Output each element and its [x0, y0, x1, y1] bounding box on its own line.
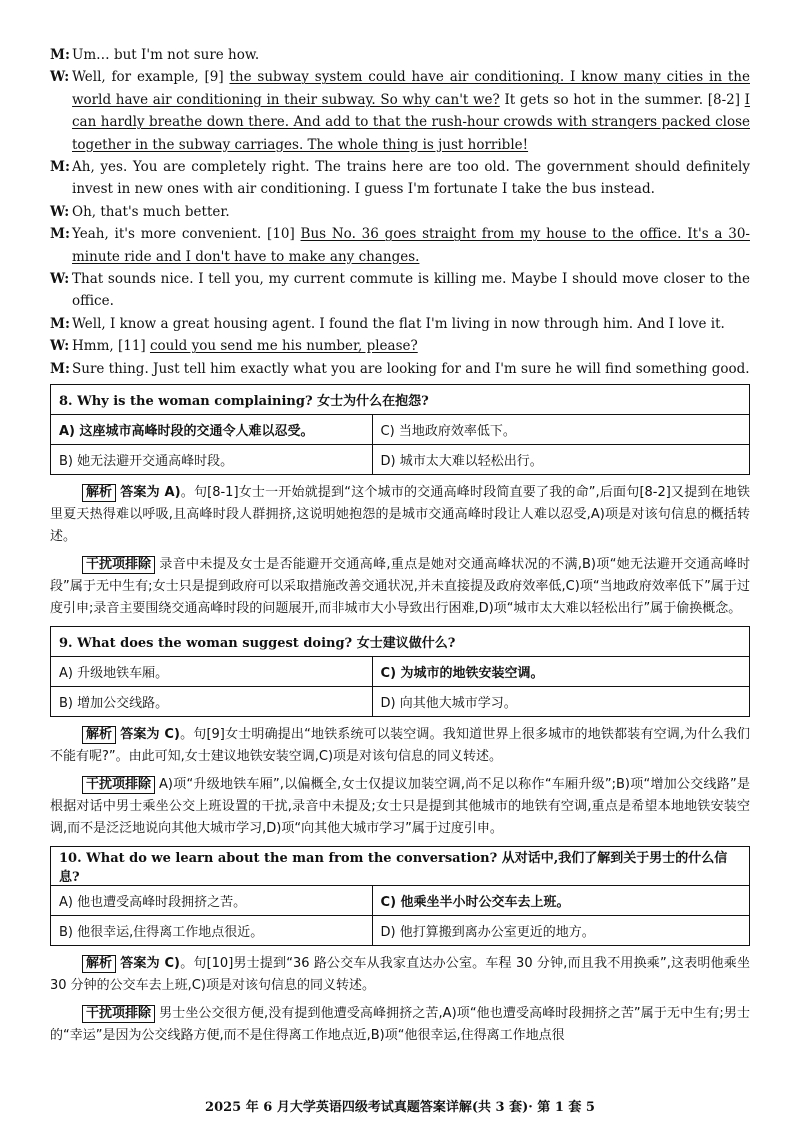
option-a: A) 这座城市高峰时段的交通令人难以忍受。 [51, 415, 373, 445]
dialogue-segment: Um… but I'm not sure how. [72, 47, 260, 63]
dialogue-text [72, 66, 750, 156]
speaker-label: W: [50, 203, 70, 220]
dialogue-segment: Well, I know a great housing agent. I found the flat I'm living in now through him. And I love it. [72, 315, 725, 332]
question-table [50, 626, 750, 717]
answer-text: 答案为 C) [120, 727, 180, 743]
speaker-label: M: [50, 226, 70, 243]
dialogue-segment: Oh, that's much better. [72, 203, 230, 220]
dialogue-line [50, 268, 750, 313]
dialogue-text [72, 313, 750, 335]
question-title: 10. What do we learn about the man from the conversation? 从对话中,我们了解到关于男士的什么信息? [51, 847, 750, 886]
speaker-label: M: [50, 360, 70, 377]
option-b: B) 她无法避开交通高峰时段。 [51, 445, 373, 475]
dialogue-segment: Hmm, [11] [72, 338, 150, 355]
distractor-text: A)项“升级地铁车厢”,以偏概全,女士仅提议加装空调,尚不足以称作“车厢升级”;B)项“增加公交线路”是根据对话中男士乘坐公交上班设置的干扰,录音中未提及;女士只是提到其他城市的地铁有空调,重点是希望本地地铁安装空调,而不是泛泛地说向其他大城市学习,D)项“向其他大城市学习”属于过度引申。 [50, 777, 750, 837]
option-a: A) 他也遭受高峰时段拥挤之苦。 [51, 886, 373, 916]
dialogue-line [50, 44, 750, 66]
analysis-paragraph [50, 953, 750, 997]
dialogue-line [50, 66, 750, 156]
dialogue-line [50, 335, 750, 357]
page-footer: 2025 年 6 月大学英语四级考试真题答案详解(共 3 套)· 第 1 套 5 [205, 1100, 595, 1115]
question-table [50, 384, 750, 475]
underlined-key-sentence: the subway system could have air conditioning. I know many cities in the world have air conditioning in their subway. So why can't we? [72, 69, 750, 108]
analysis-label: 解析 [82, 955, 116, 973]
speaker-label: W: [50, 338, 70, 355]
dialogue-line [50, 313, 750, 335]
distractor-paragraph [50, 554, 750, 620]
dialogue-segment: Well, for example, [9] [72, 69, 230, 86]
dialogue-segment: Sure thing. Just tell him exactly what you are looking for and I'm sure he will find something good. [72, 360, 750, 377]
distractor-paragraph [50, 774, 750, 840]
dialogue-transcript [50, 44, 750, 380]
distractor-label: 干扰项排除 [82, 776, 155, 794]
speaker-label: W: [50, 271, 70, 288]
dialogue-text [72, 201, 750, 223]
analysis-paragraph [50, 482, 750, 548]
dialogue-text [72, 223, 750, 268]
analysis-label: 解析 [82, 726, 116, 744]
speaker-label: M: [50, 47, 70, 63]
speaker-label: W: [50, 69, 70, 86]
option-b: B) 他很幸运,住得离工作地点很近。 [51, 916, 373, 946]
option-d: D) 他打算搬到离办公室更近的地方。 [372, 916, 749, 946]
dialogue-line [50, 156, 750, 201]
option-c: C) 当地政府效率低下。 [372, 415, 749, 445]
analysis-paragraph [50, 724, 750, 768]
distractor-label: 干扰项排除 [82, 1005, 155, 1023]
dialogue-segment: It gets so hot in the summer. [8-2] [499, 91, 745, 108]
dialogue-text [72, 268, 750, 313]
option-b: B) 增加公交线路。 [51, 687, 373, 717]
questions-section [50, 384, 750, 1047]
dialogue-segment: Yeah, it's more convenient. [10] [72, 226, 301, 243]
underlined-key-sentence: Bus No. 36 goes straight from my house to the office. It's a 30-minute ride and I don't have to make any changes. [72, 226, 750, 265]
distractor-text: 男士坐公交很方便,没有提到他遭受高峰拥挤之苦,A)项“他也遭受高峰时段拥挤之苦”属于无中生有;男士的“幸运”是因为公交线路方便,而不是住得离工作地点近,B)项“他很幸运,住得离工作地点很 [50, 1006, 750, 1044]
dialogue-text [72, 156, 750, 201]
dialogue-text [72, 335, 750, 357]
dialogue-text [72, 44, 750, 66]
question-title: 8. Why is the woman complaining? 女士为什么在抱怨? [51, 385, 750, 415]
option-c: C) 为城市的地铁安装空调。 [372, 657, 749, 687]
speaker-label: M: [50, 315, 70, 332]
question-title: 9. What does the woman suggest doing? 女士建议做什么? [51, 627, 750, 657]
dialogue-segment: Ah, yes. You are completely right. The trains here are too old. The government should definitely invest in new ones with air conditioning. I guess I'm fortunate I take the bus instead. [72, 159, 750, 198]
answer-text: 答案为 C) [120, 956, 180, 972]
option-d: D) 向其他大城市学习。 [372, 687, 749, 717]
distractor-paragraph [50, 1003, 750, 1047]
answer-text: 答案为 A) [120, 485, 181, 501]
question-table [50, 846, 750, 946]
dialogue-line [50, 223, 750, 268]
analysis-label: 解析 [82, 484, 116, 502]
option-d: D) 城市太大难以轻松出行。 [372, 445, 749, 475]
analysis-text: 。句[10]男士提到“36 路公交车从我家直达办公室。车程 30 分钟,而且我不用换乘”,这表明他乘坐 30 分钟的公交车去上班,C)项是对该句信息的同义转述。 [50, 956, 750, 994]
option-c: C) 他乘坐半小时公交车去上班。 [372, 886, 749, 916]
underlined-key-sentence: I can hardly breathe down there. And add to that the rush-hour crowds with strangers packed close together in the subway carriages. The whole thing is just horrible! [72, 91, 750, 153]
analysis-text: 。句[8-1]女士一开始就提到“这个城市的交通高峰时段简直要了我的命”,后面句[8-2]又提到在地铁里夏天热得难以呼吸,且高峰时段人群拥挤,这说明她抱怨的是城市交通高峰时段让人难以忍受,A)项是对该句信息的概括转述。 [50, 485, 751, 545]
option-a: A) 升级地铁车厢。 [51, 657, 373, 687]
dialogue-line [50, 358, 750, 380]
analysis-text: 。句[9]女士明确提出“地铁系统可以装空调。我知道世界上很多城市的地铁都装有空调,为什么我们不能有呢?”。由此可知,女士建议地铁安装空调,C)项是对该句信息的同义转述。 [50, 727, 750, 765]
speaker-label: M: [50, 159, 70, 176]
dialogue-text [72, 358, 750, 380]
underlined-key-sentence: could you send me his number, please? [149, 338, 418, 355]
distractor-text: 录音中未提及女士是否能避开交通高峰,重点是她对交通高峰状况的不满,B)项“她无法避开交通高峰时段”属于无中生有;女士只是提到政府可以采取措施改善交通状况,并未直接提及政府效率低,C)项“当地政府效率低下”属于过度引申;录音主要围绕交通高峰时段的问题展开,而非城市大小导致出行困难,D)项“城市太大难以轻松出行”属于偷换概念。 [50, 557, 750, 617]
dialogue-line [50, 201, 750, 223]
dialogue-segment: That sounds nice. I tell you, my current commute is killing me. Maybe I should move closer to the office. [72, 271, 750, 310]
distractor-label: 干扰项排除 [82, 556, 155, 574]
